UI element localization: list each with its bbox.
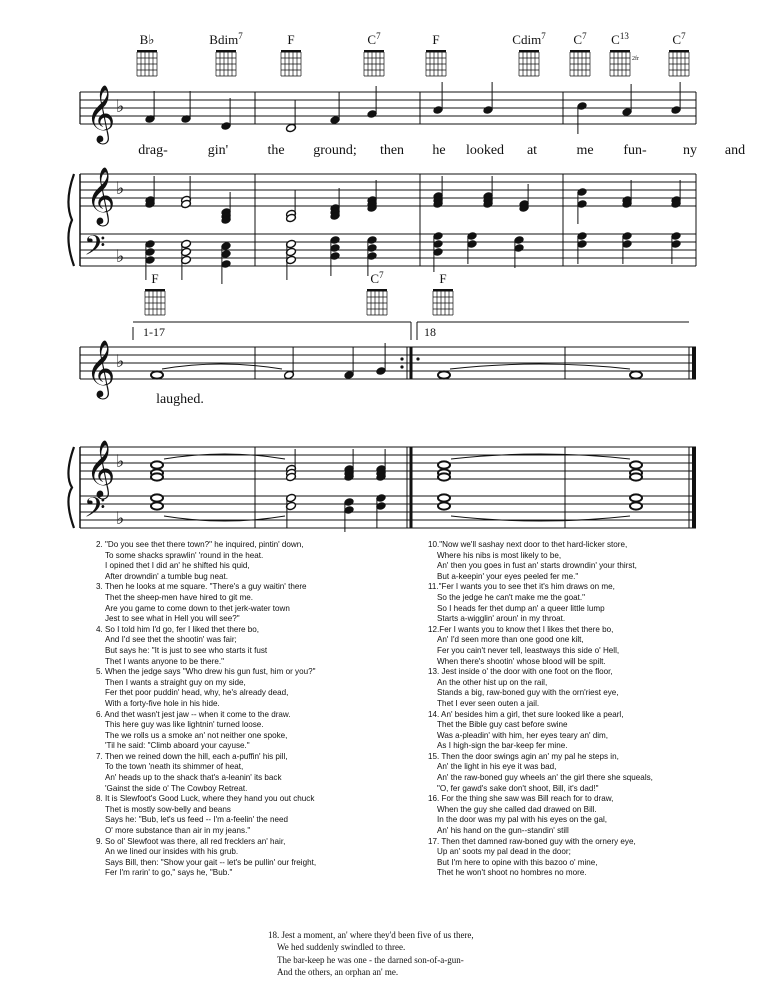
whole-note — [438, 371, 450, 378]
chord-superscript: 7 — [582, 31, 587, 41]
verse-line: Fer thet poor puddin' head, why, he's already dead, — [105, 688, 289, 698]
chord-grid — [570, 50, 590, 76]
note — [145, 91, 156, 124]
verse-line: When the guy she called dad drawed on Bill. — [437, 804, 597, 814]
verse-line: An' the raw-boned guy wheels an' the girl there she squeals, — [437, 773, 653, 783]
chord-superscript: 7 — [379, 270, 384, 280]
note — [577, 101, 588, 134]
note — [367, 86, 378, 119]
verse-line: But I'm here to opine with this bazoo o' mine, — [437, 857, 598, 867]
chord-diagram — [512, 31, 546, 76]
chord-diagram — [367, 270, 387, 315]
verse-line: An' his hand on the gun--standin' still — [437, 826, 569, 836]
verse-line: 7. Then we reined down the hill, each a-puffin' his pill, — [96, 751, 288, 761]
chord-notes — [286, 449, 297, 482]
verse-line: But a-keepin' your eyes peeled fer me." — [437, 571, 579, 581]
chord-grid — [367, 289, 387, 315]
chord-grid — [610, 50, 630, 76]
verse-line: An' heads up to the shack that's a-leanin' its back — [105, 773, 282, 783]
verse-line: We hed suddenly swindled to three. — [277, 942, 406, 953]
verse-line: Was a-pleadin' with him, her eyes teary an' dim, — [437, 730, 609, 740]
chord-diagram — [426, 32, 446, 76]
verse-line: 10."Now we'll sashay next door to thet hard-licker store, — [428, 540, 628, 549]
chord-notes — [221, 241, 232, 284]
verse-line: 'Til he said: "Climb aboard your cayuse." — [105, 741, 250, 751]
whole-note — [151, 461, 163, 468]
key-signature-flat: ♭ — [116, 246, 125, 266]
chord-grid — [281, 50, 301, 76]
verse-line: To the town 'neath its shimmer of heat, — [105, 762, 244, 772]
system2-staves — [68, 322, 696, 532]
key-signature-flat: ♭ — [116, 508, 125, 528]
chord-notes — [344, 449, 355, 482]
chord-name: F — [287, 32, 295, 47]
chord-diagram — [209, 31, 243, 76]
verse-line: 18. Jest a moment, an' where they'd been five of us there, — [268, 930, 474, 940]
chord-diagram — [433, 271, 453, 315]
ending-2-label: 18 — [424, 325, 436, 339]
lyric-syllable: ground; — [313, 143, 357, 158]
verse-line: 15. Then the door swings agin an' my pal he steps in, — [428, 751, 619, 761]
chord-notes — [330, 235, 341, 276]
chord-notes — [483, 176, 494, 209]
verse-line: An the other hist up on the rail, — [437, 677, 548, 687]
piano-treble-staff — [80, 174, 696, 206]
whole-note — [438, 502, 450, 509]
tie — [162, 364, 282, 369]
chord-name: F — [432, 32, 440, 47]
bass-clef: 𝄢 — [84, 493, 106, 530]
chord-notes — [286, 493, 297, 528]
vocal-staff — [80, 347, 696, 379]
chord-name: Bdim$^7$ — [209, 31, 243, 47]
chord-grid — [669, 50, 689, 76]
chord-notes — [181, 239, 192, 280]
system1-staves — [68, 82, 696, 284]
verse-line: An' I'd seen more than one good one kilt, — [437, 635, 584, 645]
key-signature-flat: ♭ — [116, 96, 125, 116]
note — [433, 82, 444, 115]
whole-note — [151, 502, 163, 509]
repeat-dot — [416, 357, 419, 360]
verse-line: Fer I'm rarin' to go," says he, "Bub." — [105, 868, 233, 878]
chord-grid — [137, 50, 157, 76]
verse-line: The bar-keep he was one - the darned son-of-a-gun- — [277, 954, 464, 965]
verse-line: And I'd see thet the shootin' was fair; — [105, 635, 237, 645]
chord-notes — [221, 192, 232, 225]
lyric-syllable: he — [432, 143, 446, 158]
chord-notes — [514, 235, 525, 268]
verse-line: 4. So I told him I'd go, fer I liked thet there bo, — [96, 624, 260, 634]
piano-brace — [68, 447, 74, 528]
lyric-syllable: fun- — [623, 143, 647, 158]
tie — [450, 364, 630, 369]
verse-line: Says he: "Bub, let's us feed -- I'm a-feelin' the need — [105, 815, 288, 825]
repeat-dot — [400, 357, 403, 360]
verse-line: An' then you goes in fust an' starts drowndin' your thirst, — [437, 561, 637, 571]
lyric-syllable: ny — [683, 143, 697, 158]
verse-line: 3. Then he looks at me square. "There's a guy waitin' there — [96, 582, 307, 592]
verse-line: 11."Fer I wants you to see thet it's him draws on me, — [428, 582, 615, 592]
system2-chord-diagrams — [145, 270, 453, 315]
verse-line: 8. It is Slewfoot's Good Luck, where they hand you out chuck — [96, 794, 315, 804]
verse-line: So I heads fer thet dump an' a queer little lump — [437, 603, 605, 613]
chord-diagram — [145, 271, 165, 315]
chord-name: Cdim$^7$ — [512, 31, 546, 47]
verse-line: 9. So ol' Slewfoot was there, all red frecklers an' hair, — [96, 836, 286, 846]
whole-note — [151, 494, 163, 501]
verse-line: Thet he won't shoot no hombres no more. — [437, 868, 587, 878]
chord-notes — [433, 176, 444, 209]
verse-line: With a forty-five hole in his hide. — [105, 698, 220, 708]
chord-notes — [671, 231, 682, 264]
whole-note — [630, 461, 642, 468]
verse-line: 14. An' besides him a girl, thet sure looked like a pearl, — [428, 709, 624, 719]
chord-name: B♭ — [139, 32, 155, 47]
chord-diagram — [364, 31, 384, 76]
whole-note — [630, 473, 642, 480]
verse-line: O' more substance than air in my jeans." — [105, 826, 251, 836]
system1-chord-diagrams — [137, 31, 689, 76]
lyric-syllable: looked — [465, 143, 505, 158]
lyric-syllable: then — [379, 143, 405, 158]
chord-notes — [367, 180, 378, 213]
verse-line: When there's shootin' whose blood will be spilt. — [437, 656, 606, 666]
piano-bass-staff — [80, 234, 696, 266]
lyric-syllable: at — [526, 143, 538, 158]
chord-notes — [367, 235, 378, 276]
lyric-syllable: laughed. — [156, 392, 204, 407]
verse-line: 13. Jest inside o' the door with one foot on the floor, — [428, 667, 613, 677]
verse-line: Fer you cain't never tell, leastways this side o' Hell, — [437, 645, 620, 655]
verse-line: Are you game to come down to thet jerk-water town — [105, 603, 290, 613]
chord-grid — [216, 50, 236, 76]
chord-name: $C^7$ — [367, 31, 381, 47]
treble-clef: 𝄞 — [86, 341, 116, 396]
whole-note — [438, 461, 450, 468]
chord-diagram — [281, 32, 301, 76]
verse-line: Jest to see what in Hell you will see?" — [105, 614, 240, 624]
repeat-dot — [400, 365, 403, 368]
note — [376, 343, 387, 376]
verse-line: So the jedge he can't make me the goat." — [437, 592, 585, 602]
chord-notes — [286, 239, 297, 280]
whole-note — [630, 371, 642, 378]
chord-diagram — [137, 32, 157, 76]
bass-clef: 𝄢 — [84, 231, 106, 268]
verse-line: This here guy was like lightnin' turned loose. — [105, 720, 264, 730]
verse-line: As I high-sign the bar-keep fer mine. — [437, 741, 568, 751]
chord-name: $C^7$ — [370, 270, 384, 286]
chord-notes — [467, 231, 478, 264]
verses-right-column — [428, 540, 728, 879]
verse-line: Then I wants a straight guy on my side, — [105, 677, 246, 687]
verse-line: Starts a-wigglin' aroun' in my throat. — [437, 614, 566, 624]
verse-line: Thet the sheep-men have hired to git me. — [105, 592, 254, 602]
verse-line: 12.Fer I wants you to know thet I likes thet there bo, — [428, 624, 614, 634]
chord-grid — [145, 289, 165, 315]
chord-notes — [376, 449, 387, 482]
verse-line: To some shacks sprawlin' 'round in the heat. — [105, 550, 264, 560]
verse-line: 6. And thet wasn't jest jaw -- when it come to the draw. — [96, 709, 291, 719]
chord-superscript: 7 — [541, 31, 546, 41]
note — [221, 98, 232, 131]
chord-diagram — [570, 31, 590, 76]
piano-bass-staff — [80, 496, 696, 528]
verse-line: Thet the Bible guy cast before swine — [437, 720, 568, 730]
verse-line: The we rolls us a smoke an' not neither one spoke, — [105, 730, 288, 740]
verse-line: After drowndin' a tumble bug neat. — [105, 571, 229, 581]
verse-line: Where his nibs is most likely to be, — [437, 550, 562, 560]
chord-notes — [622, 180, 633, 209]
verse-line: But says he: "It is just to see who starts it fust — [105, 645, 268, 655]
key-signature-flat: ♭ — [116, 178, 125, 198]
whole-note — [151, 473, 163, 480]
key-signature-flat: ♭ — [116, 451, 125, 471]
ending-1-label: 1-17 — [143, 325, 165, 339]
vocal-staff — [80, 92, 696, 124]
note — [181, 91, 192, 124]
verse-line: 5. When the jedge says "Who drew his gun fust, him or you?" — [96, 667, 316, 677]
chord-grid — [519, 50, 539, 76]
verse-line: 2. "Do you see thet there town?" he inquired, pintin' down, — [96, 540, 304, 549]
lyric-syllable: and — [724, 143, 746, 158]
treble-clef: 𝄞 — [86, 168, 116, 223]
lyric-syllable: me — [576, 143, 594, 158]
chord-grid — [433, 289, 453, 315]
chord-notes — [145, 176, 156, 209]
lyric-syllable: the — [267, 143, 285, 158]
chord-notes — [376, 493, 387, 528]
chord-superscript: 7 — [238, 31, 243, 41]
verse-line: In the door was my pal with his eyes on the gal, — [437, 815, 608, 825]
lyric-syllable: gin' — [207, 143, 229, 158]
note — [671, 82, 682, 115]
chord-name: F — [151, 271, 159, 286]
whole-note — [630, 494, 642, 501]
verse-line: Thet is mostly sow-belly and beans — [105, 804, 231, 814]
chord-name: $C^7$ — [672, 31, 686, 47]
piano-treble-staff — [80, 447, 696, 479]
chord-name: $C^{13}$ — [611, 31, 629, 47]
lyric-syllable: drag- — [138, 143, 168, 158]
verse-line: 'Gainst the side o' The Cowboy Retreat. — [105, 783, 248, 793]
verse-line: "O, fer gawd's sake don't shoot, Bill, it's dad!" — [437, 783, 599, 793]
system2-lyrics — [156, 392, 204, 407]
fret-label: 2fr — [632, 56, 639, 62]
volta-brackets — [143, 325, 436, 339]
note — [483, 82, 494, 115]
chord-superscript: 7 — [681, 31, 686, 41]
chord-notes — [671, 180, 682, 209]
verse-line: Thet I ever seen outen a jail. — [437, 698, 540, 708]
chord-notes — [577, 231, 588, 264]
verse-18 — [268, 929, 474, 979]
whole-note — [438, 494, 450, 501]
verse-line: And the others, an orphan an' me. — [277, 967, 399, 978]
chord-notes — [330, 188, 341, 221]
chord-name: F — [439, 271, 447, 286]
verse-line: Up an' soots my pal dead in the door; — [437, 847, 571, 857]
chord-diagram — [610, 31, 639, 76]
system1-lyrics — [138, 143, 745, 158]
verse-line: Thet I wants anyone to be there." — [105, 656, 224, 666]
verse-line: An we lined our insides with his grub. — [105, 847, 239, 857]
treble-clef: 𝄞 — [86, 86, 116, 141]
chord-diagram — [669, 31, 689, 76]
chord-superscript: 7 — [376, 31, 381, 41]
chord-notes — [622, 231, 633, 264]
chord-grid — [426, 50, 446, 76]
whole-note — [630, 502, 642, 509]
chord-superscript: 13 — [619, 31, 629, 41]
treble-clef: 𝄞 — [86, 441, 116, 496]
chord-name: $C^7$ — [573, 31, 587, 47]
verses-left-column — [96, 540, 416, 879]
verse-line: I opined thet I did an' he shifted his quid, — [105, 561, 250, 571]
key-signature-flat: ♭ — [116, 351, 125, 371]
whole-note — [151, 371, 163, 378]
verse-line: 17. Then thet damned raw-boned guy with the ornery eye, — [428, 836, 636, 846]
verse-line: An' the light in his eye it was bad, — [437, 762, 557, 772]
verse-line: 16. For the thing she saw was Bill reach for to draw, — [428, 794, 614, 804]
chord-notes — [181, 176, 192, 209]
verse-line: Says Bill, then: "Show your gait -- let's be pullin' our freight, — [105, 857, 317, 867]
verse-line: Stands a big, raw-boned guy with the orn'riest eye, — [437, 688, 619, 698]
piano-brace — [68, 174, 74, 266]
whole-note — [438, 473, 450, 480]
chord-notes — [344, 497, 355, 532]
chord-grid — [364, 50, 384, 76]
